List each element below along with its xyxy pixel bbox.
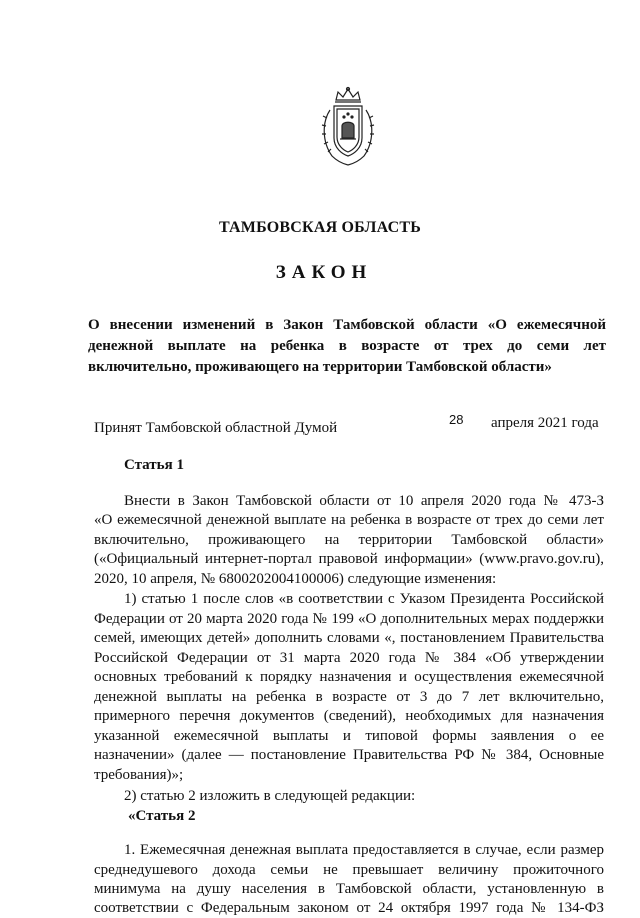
paragraph-1-line: соответствии с Федеральным законом от 24 октября 1997 года № 134-ФЗ [94,900,604,916]
document-type: ЗАКОН [275,262,373,283]
item-1-line: 1) статью 1 после слов «в соответствии с Указом Президента Российской [124,591,604,607]
article-1-heading: Статья 1 [124,457,184,473]
item-1-line: требования)»; [94,767,184,783]
item-1-line: денежной выплаты на ребенка в возрасте от 3 до 7 лет включительно, [94,689,604,705]
region-title: ТАМБОВСКАЯ ОБЛАСТЬ [218,219,422,236]
item-1-line: указанной ежемесячной выплаты и типовой формы заявления о ее [94,728,604,744]
item-1-line: назначении» (далее — постановление Правительства РФ № 384, Основные [94,747,604,763]
item-1-line: Российской Федерации от 31 марта 2020 года № 384 «Об утверждении [94,650,604,666]
paragraph-1-line: 1. Ежемесячная денежная выплата предоставляется в случае, если размер [124,842,604,858]
item-1-line: Федерации от 20 марта 2020 года № 199 «О дополнительных мерах поддержки [94,611,604,627]
law-title-line: О внесении изменений в Закон Тамбовской области «О ежемесячной [88,317,606,333]
coat-of-arms-icon [318,86,378,168]
intro-line: 2020, 10 апреля, № 6800202004100006) следующие изменения: [94,571,497,587]
law-title-line: включительно, проживающего на территории Тамбовской области» [88,359,552,375]
intro-line: включительно, проживающего на территории Тамбовской области» [94,532,604,548]
adoption-text: Принят Тамбовской областной Думой [94,420,338,436]
intro-line: Внести в Закон Тамбовской области от 10 апреля 2020 года № 473-З [124,493,604,509]
item-1-line: семей, имеющих детей» дополнить словами «, постановлением Правительства [94,630,604,646]
paragraph-1-line: среднедушевого дохода семьи не превышает величину прожиточного [94,862,604,878]
adoption-day: 28 [449,412,464,427]
law-title-line: денежной выплате на ребенка в возрасте от трех до семи лет [88,338,606,354]
article-2-heading: «Статья 2 [128,808,196,824]
adoption-month-year: апреля 2021 года [491,415,599,431]
item-1-line: основных требований к порядку назначения и осуществления ежемесячной [94,669,604,685]
intro-line: («Официальный интернет-портал правовой информации» (www.pravo.gov.ru), [94,551,604,567]
intro-line: «О ежемесячной денежной выплате на ребенка в возрасте от трех до семи лет [94,512,604,528]
paragraph-1-line: минимума на душу населения в Тамбовской области, установленную в [94,881,604,897]
item-2-line: 2) статью 2 изложить в следующей редакции: [124,788,416,804]
item-1-line: примерного перечня документов (сведений), необходимых для назначения [94,708,604,724]
